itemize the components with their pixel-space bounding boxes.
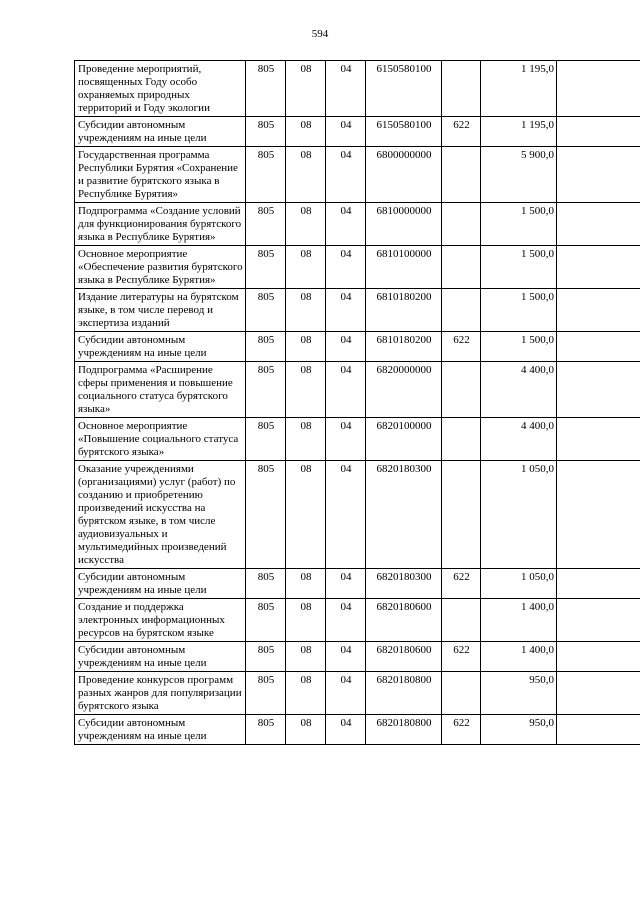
empty-cell (557, 61, 640, 117)
subsection-code-cell: 04 (326, 672, 366, 715)
amount-cell: 1 400,0 (481, 642, 557, 672)
target-article-code-cell: 6820100000 (366, 418, 442, 461)
empty-cell (557, 203, 640, 246)
target-article-code-cell: 6800000000 (366, 147, 442, 203)
section-code-cell: 08 (286, 599, 326, 642)
department-code-cell: 805 (246, 461, 286, 569)
amount-cell: 1 050,0 (481, 461, 557, 569)
target-article-code-cell: 6820180300 (366, 569, 442, 599)
table-row (75, 362, 640, 418)
department-code-cell: 805 (246, 672, 286, 715)
subsection-code-cell: 04 (326, 569, 366, 599)
target-article-code-cell: 6820180300 (366, 461, 442, 569)
table-row (75, 203, 640, 246)
table-row (75, 461, 640, 569)
department-code-cell: 805 (246, 715, 286, 745)
department-code-cell: 805 (246, 289, 286, 332)
amount-cell: 1 195,0 (481, 61, 557, 117)
subsection-code-cell: 04 (326, 642, 366, 672)
item-name-cell: Издание литературы на бурятском языке, в том числе перевод и экспертиза изданий (75, 289, 246, 332)
subsection-code-cell: 04 (326, 599, 366, 642)
section-code-cell: 08 (286, 642, 326, 672)
expense-type-code-cell (442, 599, 481, 642)
section-code-cell: 08 (286, 117, 326, 147)
page-number: 594 (311, 28, 329, 40)
section-code-cell: 08 (286, 289, 326, 332)
expense-type-code-cell (442, 362, 481, 418)
amount-cell: 1 500,0 (481, 246, 557, 289)
table-row (75, 715, 640, 745)
amount-cell: 4 400,0 (481, 418, 557, 461)
target-article-code-cell: 6820180800 (366, 672, 442, 715)
section-code-cell: 08 (286, 461, 326, 569)
expense-type-code-cell: 622 (442, 569, 481, 599)
item-name-cell: Подпрограмма «Создание условий для функционирования бурятского языка в Республике Бурятия» (75, 203, 246, 246)
expense-type-code-cell (442, 147, 481, 203)
expense-type-code-cell: 622 (442, 117, 481, 147)
target-article-code-cell: 6820000000 (366, 362, 442, 418)
expense-type-code-cell (442, 461, 481, 569)
table-row (75, 147, 640, 203)
department-code-cell: 805 (246, 147, 286, 203)
budget-table-body (75, 61, 640, 745)
amount-cell: 4 400,0 (481, 362, 557, 418)
department-code-cell: 805 (246, 203, 286, 246)
amount-cell: 1 500,0 (481, 203, 557, 246)
amount-cell: 950,0 (481, 672, 557, 715)
subsection-code-cell: 04 (326, 117, 366, 147)
table-row (75, 672, 640, 715)
item-name-cell: Основное мероприятие «Обеспечение развития бурятского языка в Республике Бурятия» (75, 246, 246, 289)
table-row (75, 289, 640, 332)
subsection-code-cell: 04 (326, 203, 366, 246)
table-row (75, 117, 640, 147)
section-code-cell: 08 (286, 203, 326, 246)
empty-cell (557, 715, 640, 745)
target-article-code-cell: 6150580100 (366, 117, 442, 147)
section-code-cell: 08 (286, 332, 326, 362)
empty-cell (557, 332, 640, 362)
empty-cell (557, 418, 640, 461)
target-article-code-cell: 6820180600 (366, 642, 442, 672)
table-row (75, 599, 640, 642)
amount-cell: 1 400,0 (481, 599, 557, 642)
table-row (75, 642, 640, 672)
department-code-cell: 805 (246, 569, 286, 599)
expense-type-code-cell (442, 672, 481, 715)
item-name-cell: Субсидии автономным учреждениям на иные цели (75, 117, 246, 147)
expense-type-code-cell (442, 289, 481, 332)
item-name-cell: Подпрограмма «Расширение сферы применения и повышение социального статуса бурятского языка» (75, 362, 246, 418)
table-row (75, 569, 640, 599)
subsection-code-cell: 04 (326, 289, 366, 332)
empty-cell (557, 569, 640, 599)
empty-cell (557, 642, 640, 672)
section-code-cell: 08 (286, 362, 326, 418)
target-article-code-cell: 6150580100 (366, 61, 442, 117)
section-code-cell: 08 (286, 418, 326, 461)
section-code-cell: 08 (286, 61, 326, 117)
expense-type-code-cell (442, 246, 481, 289)
table-row (75, 246, 640, 289)
expense-type-code-cell: 622 (442, 642, 481, 672)
table-row (75, 332, 640, 362)
department-code-cell: 805 (246, 642, 286, 672)
amount-cell: 1 500,0 (481, 332, 557, 362)
subsection-code-cell: 04 (326, 332, 366, 362)
empty-cell (557, 362, 640, 418)
budget-table (74, 60, 640, 745)
item-name-cell: Субсидии автономным учреждениям на иные цели (75, 715, 246, 745)
department-code-cell: 805 (246, 418, 286, 461)
expense-type-code-cell: 622 (442, 332, 481, 362)
department-code-cell: 805 (246, 599, 286, 642)
empty-cell (557, 289, 640, 332)
table-row (75, 61, 640, 117)
item-name-cell: Государственная программа Республики Бурятия «Сохранение и развитие бурятского языка в Республике Бурятия» (75, 147, 246, 203)
target-article-code-cell: 6810100000 (366, 246, 442, 289)
item-name-cell: Субсидии автономным учреждениям на иные цели (75, 642, 246, 672)
section-code-cell: 08 (286, 147, 326, 203)
expense-type-code-cell (442, 203, 481, 246)
subsection-code-cell: 04 (326, 246, 366, 289)
department-code-cell: 805 (246, 332, 286, 362)
expense-type-code-cell: 622 (442, 715, 481, 745)
amount-cell: 1 050,0 (481, 569, 557, 599)
empty-cell (557, 117, 640, 147)
table-row (75, 418, 640, 461)
amount-cell: 950,0 (481, 715, 557, 745)
amount-cell: 1 195,0 (481, 117, 557, 147)
item-name-cell: Субсидии автономным учреждениям на иные цели (75, 332, 246, 362)
section-code-cell: 08 (286, 246, 326, 289)
section-code-cell: 08 (286, 715, 326, 745)
subsection-code-cell: 04 (326, 461, 366, 569)
empty-cell (557, 461, 640, 569)
item-name-cell: Оказание учреждениями (организациями) услуг (работ) по созданию и приобретению произведений искусства на бурятском языке, в том числе аудиовизуальных и мультимедийных произведений искусства (75, 461, 246, 569)
empty-cell (557, 599, 640, 642)
department-code-cell: 805 (246, 117, 286, 147)
empty-cell (557, 246, 640, 289)
subsection-code-cell: 04 (326, 362, 366, 418)
empty-cell (557, 672, 640, 715)
section-code-cell: 08 (286, 672, 326, 715)
amount-cell: 1 500,0 (481, 289, 557, 332)
empty-cell (557, 147, 640, 203)
target-article-code-cell: 6810000000 (366, 203, 442, 246)
expense-type-code-cell (442, 61, 481, 117)
item-name-cell: Создание и поддержка электронных информационных ресурсов на бурятском языке (75, 599, 246, 642)
target-article-code-cell: 6810180200 (366, 289, 442, 332)
subsection-code-cell: 04 (326, 147, 366, 203)
item-name-cell: Проведение конкурсов программ разных жанров для популяризации бурятского языка (75, 672, 246, 715)
expense-type-code-cell (442, 418, 481, 461)
section-code-cell: 08 (286, 569, 326, 599)
item-name-cell: Проведение мероприятий, посвященных Году особо охраняемых природных территорий и Году экологии (75, 61, 246, 117)
department-code-cell: 805 (246, 61, 286, 117)
subsection-code-cell: 04 (326, 61, 366, 117)
item-name-cell: Основное мероприятие «Повышение социального статуса бурятского языка» (75, 418, 246, 461)
department-code-cell: 805 (246, 362, 286, 418)
amount-cell: 5 900,0 (481, 147, 557, 203)
target-article-code-cell: 6820180600 (366, 599, 442, 642)
subsection-code-cell: 04 (326, 715, 366, 745)
subsection-code-cell: 04 (326, 418, 366, 461)
department-code-cell: 805 (246, 246, 286, 289)
target-article-code-cell: 6820180800 (366, 715, 442, 745)
target-article-code-cell: 6810180200 (366, 332, 442, 362)
item-name-cell: Субсидии автономным учреждениям на иные цели (75, 569, 246, 599)
